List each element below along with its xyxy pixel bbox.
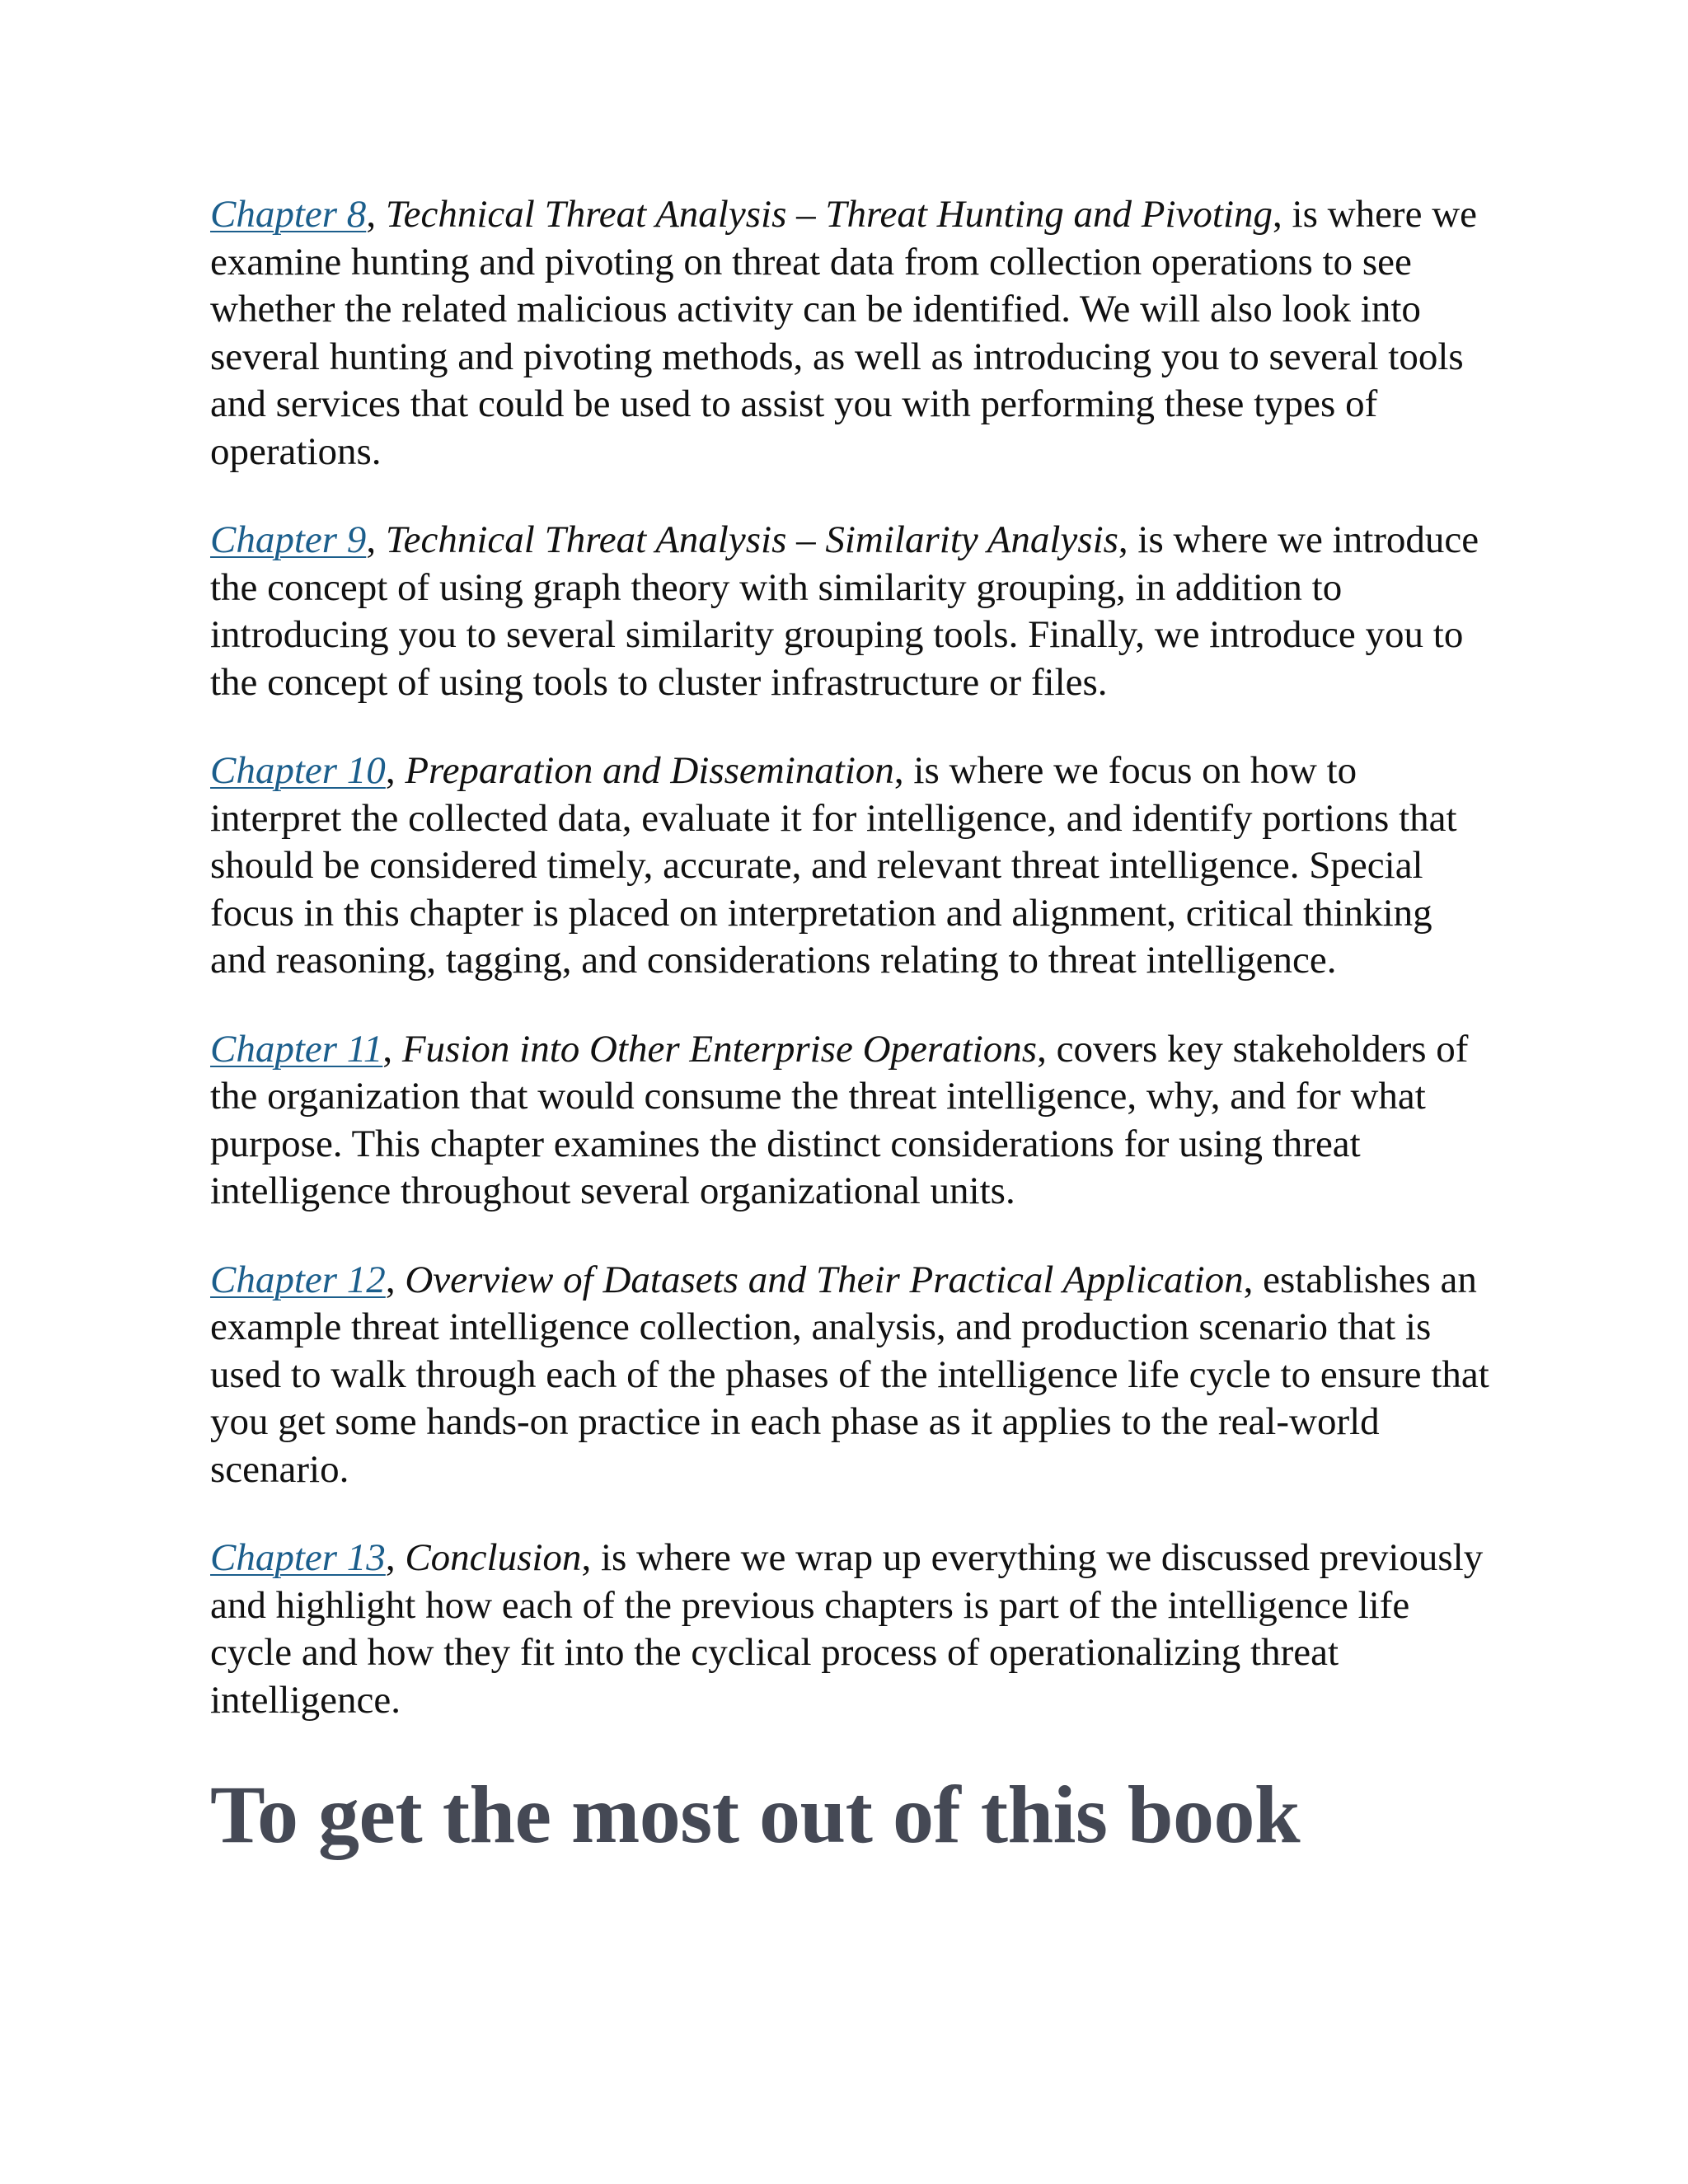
chapter-8-title: Technical Threat Analysis – Threat Hunting and Pivoting xyxy=(385,193,1273,236)
chapter-11-description: , covers key stakeholders of the organization that would consume the threat intelligence, why, and for what purpose. This chapter examines the distinct considerations for using threat intelligence throughout several organizational units. xyxy=(210,1027,1469,1212)
chapter-8-link[interactable]: Chapter 8 xyxy=(210,193,367,236)
section-heading: To get the most out of this book xyxy=(210,1769,1301,1860)
separator: , xyxy=(366,518,386,561)
chapter-9-title: Technical Threat Analysis – Similarity Analysis xyxy=(385,518,1118,561)
chapter-12-paragraph xyxy=(210,1257,1496,1494)
chapter-10-paragraph xyxy=(210,748,1496,985)
chapter-13-description: , is where we wrap up everything we discussed previously and highlight how each of the previous chapters is part of the intelligence life cycle and how they fit into the cyclical process of operationalizing threat intelligence. xyxy=(210,1536,1484,1722)
chapter-8-description: , is where we examine hunting and pivoting on threat data from collection operations to see whether the related malicious activity can be identified. We will also look into several hunting and pivoting methods, as well as introducing you to several tools and services that could be used to assist you with performing these types of operations. xyxy=(210,193,1477,473)
chapter-12-link[interactable]: Chapter 12 xyxy=(210,1258,386,1301)
chapter-10-link[interactable]: Chapter 10 xyxy=(210,749,386,792)
chapter-9-paragraph xyxy=(210,517,1496,706)
separator: , xyxy=(385,1258,406,1301)
chapter-13-title: Conclusion xyxy=(405,1536,582,1579)
document-page xyxy=(210,191,1496,1864)
chapter-13-link[interactable]: Chapter 13 xyxy=(210,1536,386,1579)
chapter-8-paragraph xyxy=(210,191,1496,476)
chapter-13-paragraph xyxy=(210,1535,1496,1724)
separator: , xyxy=(382,1027,402,1071)
chapter-11-title: Fusion into Other Enterprise Operations xyxy=(401,1027,1038,1071)
chapter-9-link[interactable]: Chapter 9 xyxy=(210,518,367,561)
chapter-9-description: , is where we introduce the concept of using graph theory with similarity grouping, in addition to introducing you to several similarity grouping tools. Finally, we introduce you to the concept of using tools to cluster infrastructure or files. xyxy=(210,518,1479,704)
chapter-12-title: Overview of Datasets and Their Practical Application xyxy=(405,1258,1244,1301)
chapter-12-description: , establishes an example threat intelligence collection, analysis, and production scenario that is used to walk through each of the phases of the intelligence life cycle to ensure that you get some hands-on practice in each phase as it applies to the real-world scenario. xyxy=(210,1258,1489,1491)
chapter-10-description: , is where we focus on how to interpret the collected data, evaluate it for intelligence, and identify portions that should be considered timely, accurate, and relevant threat intelligence. Special focus in this chapter is placed on interpretation and alignment, critical thinking and reasoning, tagging, and considerations relating to threat intelligence. xyxy=(210,749,1457,982)
chapter-10-title: Preparation and Dissemination xyxy=(405,749,894,792)
chapter-11-paragraph xyxy=(210,1026,1496,1216)
separator: , xyxy=(385,749,406,792)
separator: , xyxy=(366,193,386,236)
separator: , xyxy=(385,1536,406,1579)
chapter-11-link[interactable]: Chapter 11 xyxy=(210,1027,383,1071)
